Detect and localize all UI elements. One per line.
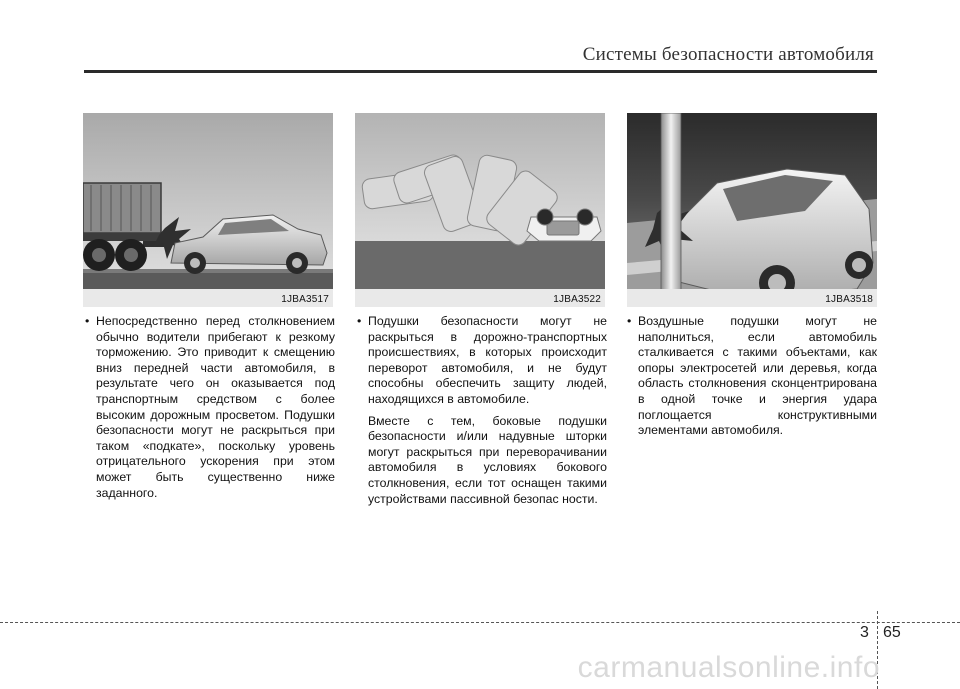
paragraph: [85, 314, 335, 501]
bullet: •: [627, 314, 632, 328]
figure-code: 1JBA3517: [281, 294, 329, 305]
column-rollover: [357, 314, 607, 507]
watermark: carmanualsonline.info: [577, 651, 880, 684]
column-pole-impact: [627, 314, 877, 439]
paragraph-text: Воздушные подушки могут не наполниться, если автомобиль сталкивается с такими объектами, как опоры электросетей или деревья, когда область столкновения сконцентрирована в одной точке и энергия удара поглощается конструктивными элементами автомобиля.: [638, 314, 877, 438]
figure-code: 1JBA3518: [825, 294, 873, 305]
paragraph-text: Подушки безопасности могут не раскрыться в дорожно-транспортных происшествиях, в которых происходит переворот автомобиля, и не будут способны обеспечить защиту людей, находящихся в автомобиле.: [368, 314, 607, 406]
chapter-number: 3: [860, 624, 869, 641]
underride-illustration: [83, 113, 333, 307]
header-rule: [84, 70, 877, 73]
figure-rollover: [355, 113, 605, 307]
pole-impact-illustration: [627, 113, 877, 307]
paragraph: Вместе с тем, боковые подушки безопасности и/или надувные шторки могут раскрыться при переворачивании автомобиля в условиях бокового столкновения, если тот оснащен такими устройствами пассивной безопас ности.: [368, 413, 607, 506]
paragraph: [627, 314, 877, 439]
figure-underride: [83, 113, 333, 307]
footer-rule: [0, 622, 960, 623]
paragraph-text: Непосредственно перед столкновением обычно водители прибегают к резкому торможению. Это приводит к смещению вниз передней части автомобиля, в результате чего он оказывается под транспортным средством с более высоким дорожным просветом. Подушки безопасности могут не раскрыться при таком «подкате», поскольку уровень отрицательного ускорения при этом может быть существенно ниже заданного.: [96, 314, 335, 500]
bullet: •: [85, 314, 90, 328]
bullet: •: [357, 314, 362, 328]
rollover-illustration: [355, 113, 605, 307]
page-title: Системы безопасности автомобиля: [582, 44, 874, 65]
page-number: 65: [883, 624, 901, 641]
paragraph: [357, 314, 607, 408]
column-underride: [85, 314, 335, 501]
figure-code: 1JBA3522: [553, 294, 601, 305]
figure-pole-impact: [627, 113, 877, 307]
